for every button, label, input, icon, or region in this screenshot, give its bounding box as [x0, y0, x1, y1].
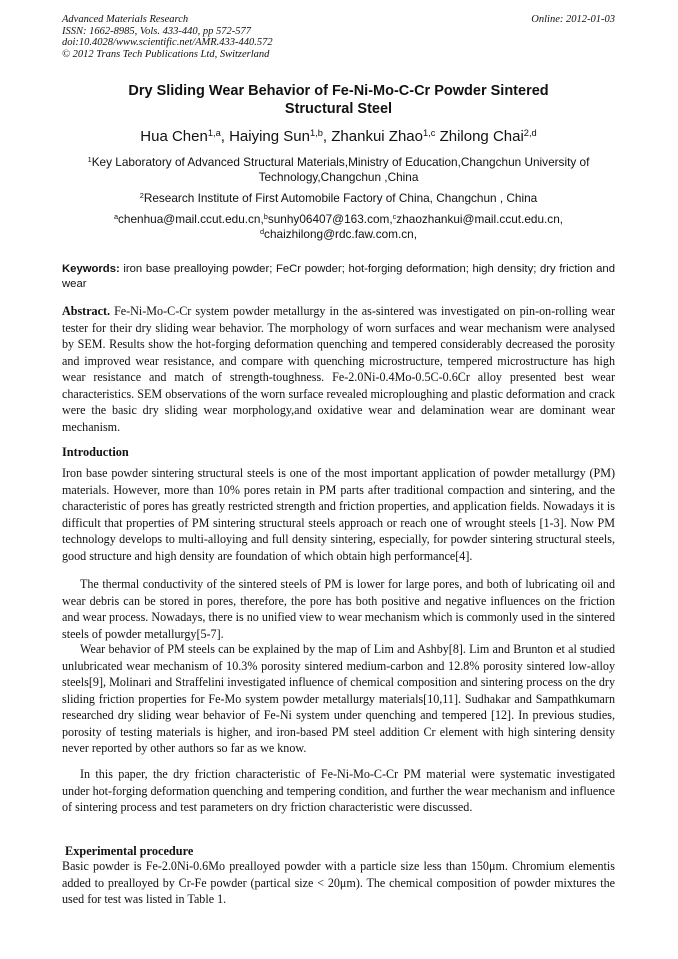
abstract-label: Abstract. — [62, 304, 111, 318]
email-mark: b — [263, 211, 268, 221]
affiliation-1-line-1: Key Laboratory of Advanced Structural Materials,Ministry of Education,Changchun University of — [91, 155, 590, 169]
keywords-label: Keywords: — [62, 263, 120, 275]
keywords-text: iron base prealloying powder; FeCr powder; hot-forging deformation; high density; dry friction and wear — [62, 263, 615, 290]
section-heading-experimental: Experimental procedure — [65, 844, 194, 858]
author-list: Hua Chen$^{1,a}$, Haiying Sun$^{1,b}$, Zhankui Zhao$^{1,c}$ Zhilong Chai$^{2,d}$ — [140, 127, 537, 145]
email-c[interactable]: zhaozhankui@mail.ccut.edu.cn, — [396, 212, 564, 226]
intro-paragraph-2: The thermal conductivity of the sintered steels of PM is lower for large pores, and both of lubricating oil and wear debris can be stored in pores, therefore, the pore has both positive and negative influences on the friction and wear process. Nowadays, there is no unified view to wear mechanism which is commonly used in the sintered steels of powder metallurgy[5-7]. — [62, 577, 615, 641]
author-affil-mark: 2,d — [523, 127, 537, 138]
author-name: Hua Chen — [140, 128, 208, 145]
journal-name: Advanced Materials Research — [62, 14, 189, 25]
journal-header — [62, 14, 615, 60]
affiliation-mark: 1 — [87, 154, 92, 164]
intro-paragraph-1: Iron base powder sintering structural steels is one of the most important application of powder metallurgy (PM) materials. However, more than 10% pores retain in PM parts after traditional compaction and sintering, and the characteristic of pores has greatly restricted strength and friction properties, and application fields. Nowadays it is difficult that properties of PM sintering structural steels approach or reach one of wrought steels [1-3]. Now PM technology develops to multi-alloying and full density sintering, especially, for powder sintering structural steels, good structure and high density are foundation of which obtain high performance[4]. — [62, 466, 615, 563]
affiliation-mark: 2 — [139, 190, 144, 200]
intro-paragraph-4: In this paper, the dry friction characteristic of Fe-Ni-Mo-C-Cr PM material were systematic investigated under hot-forging deformation quenching and tempering condition, and further the wear mechanism and influence of sintering process and test parameters on dry friction characteristic were discussed. — [62, 767, 615, 814]
abstract — [62, 303, 615, 435]
affiliation-2 — [62, 191, 615, 206]
abstract-text: Fe-Ni-Mo-C-Cr system powder metallurgy in the as-sintered was investigated on pin-on-rolling wear tester for their dry sliding wear behavior. The morphology of worn surfaces and wear mechanism were analysed by SEM. Results show the hot-forging deformation quenching and tempered considerably decreased the porosity and improved wear resistance, and compare with quenching microstructure, tempered microstructure has high wear resistance and match of strength-toughness. Fe-2.0Ni-0.4Mo-0.5C-0.6Cr alloy presented best wear characteristics. SEM observations of the worn surface revealed microploughing and plastic deformation and crack were the basic dry sliding wear morphology,and oxidative wear and delamination wear are dominant wear mechanism. — [62, 304, 615, 434]
intro-paragraph-3: Wear behavior of PM steels can be explained by the map of Lim and Ashby[8]. Lim and Brunton et al studied unlubricated wear mechanism of 10.3% porosity sintered medium-carbon and 12.8% porosity sintered low-alloy steels[9], Molinari and Straffelini investigated influence of chemical composition and sintering process on the dry sliding friction properties for Fe-Mo system powder metallurgy materials[10,11]. Sudhakar and Sampathkumarn researched dry sliding wear behavior of Fe-Ni system under quenching and tempered [12]. In previous studies, porosity of testing materials is higher, and iron-based PM steel addition Cr element with high sintering density never reported by other authors so far as we know. — [62, 642, 615, 755]
experimental-paragraph-1: Basic powder is Fe-2.0Ni-0.6Mo prealloyed powder with a particle size less than 150μm. Chromium elementis added to prealloyed by Cr-Fe powder (partical size < 20μm). The chemical composition of powder mixtures the used for test was listed in Table 1. — [62, 859, 615, 906]
author-name: Haiying Sun — [229, 128, 310, 145]
email-a[interactable]: chenhua@mail.ccut.edu.cn, — [118, 212, 264, 226]
section-heading-introduction: Introduction — [62, 445, 129, 459]
author-affil-mark: 1,b — [309, 127, 323, 138]
email-mark: a — [113, 211, 119, 221]
issn-line: ISSN: 1662-8985, Vols. 433-440, pp 572-577 — [62, 25, 251, 37]
doi-line[interactable]: doi:10.4028/www.scientific.net/AMR.433-440.572 — [62, 37, 273, 49]
keywords — [62, 262, 615, 292]
paper-title — [62, 82, 615, 118]
title-line-2: Structural Steel — [284, 101, 393, 117]
online-date: Online: 2012-01-03 — [531, 14, 615, 25]
author-affil-mark: 1,a — [207, 127, 221, 138]
author-name: Zhilong Chai — [439, 128, 524, 145]
author-emails — [62, 212, 615, 242]
email-mark: c — [392, 211, 397, 221]
author-affil-mark: 1,c — [423, 127, 436, 138]
affiliation-2-text: Research Institute of First Automobile Factory of China, Changchun , China — [143, 191, 538, 205]
affiliation-1 — [62, 155, 615, 185]
affiliation-1-line-2: Technology,Changchun ,China — [258, 170, 419, 184]
copyright-line: © 2012 Trans Tech Publications Ltd, Switzerland — [62, 48, 270, 60]
email-mark: d — [259, 226, 265, 236]
title-line-1: Dry Sliding Wear Behavior of Fe-Ni-Mo-C-Cr Powder Sintered — [128, 83, 549, 99]
author-name: Zhankui Zhao — [331, 128, 423, 145]
email-b[interactable]: sunhy06407@163.com, — [267, 212, 393, 226]
email-d[interactable]: chaizhilong@rdc.faw.com.cn, — [264, 227, 417, 241]
